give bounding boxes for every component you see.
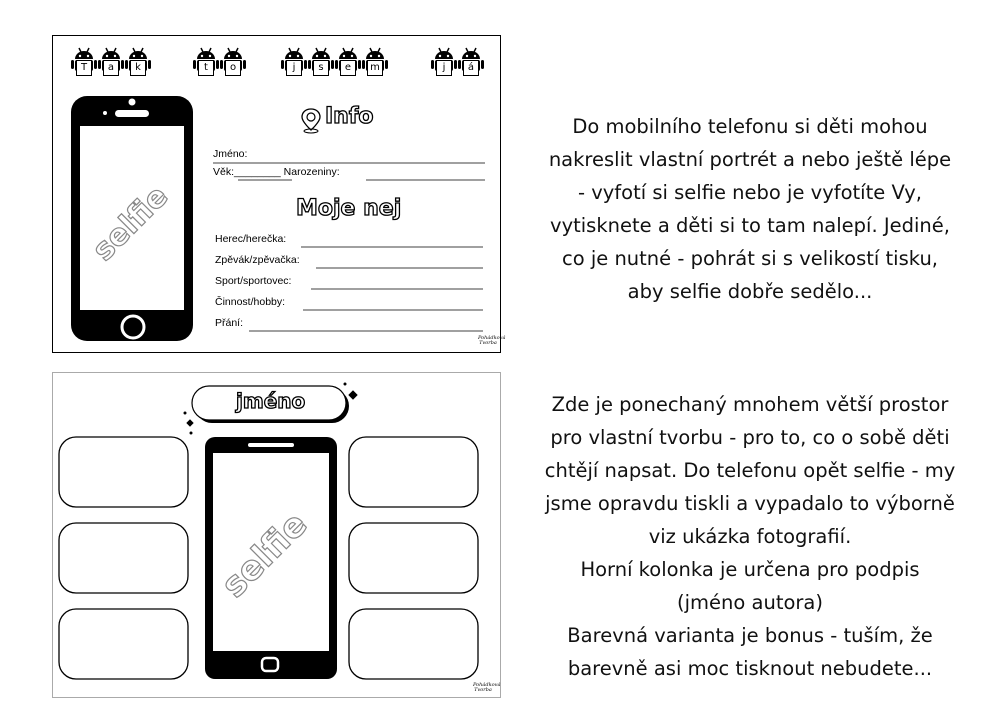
text-box-right-1: [349, 437, 478, 507]
description-line: viz ukázka fotografií.: [648, 525, 852, 548]
field-herec[interactable]: Herec/herečka:: [215, 233, 287, 245]
selfie-watermark: selfie: [85, 178, 176, 269]
description-line: Zde je ponechaný mnohem větší prostor: [551, 393, 949, 416]
text-box-right-3: [349, 609, 478, 679]
text-box-left-2: [59, 523, 188, 593]
title-letter: j: [286, 60, 302, 76]
signature-2: Pohádková Tvorba: [473, 682, 501, 693]
text-box-left-3: [59, 609, 188, 679]
phone-sensor: [103, 111, 107, 115]
text-box-left-1: [59, 437, 188, 507]
title-letter: s: [313, 60, 329, 76]
info-heading: Info: [301, 106, 401, 136]
title-letter: m: [367, 60, 383, 76]
title-letter: k: [130, 60, 146, 76]
location-pin-icon: [301, 106, 321, 134]
title-letter: o: [225, 60, 241, 76]
field-prani[interactable]: Přání:: [215, 317, 244, 329]
moje-nej-heading: Moje nej: [296, 196, 402, 221]
description-line: Horní kolonka je určena pro podpis: [580, 558, 920, 581]
description-line: - vyfotí si selfie nebo je vyfotíte Vy,: [577, 181, 922, 204]
field-vek-narozeniny[interactable]: Věk:________ Narozeniny:: [213, 166, 340, 178]
description-line: chtějí napsat. Do telefonu opět selfie - my: [544, 459, 956, 482]
phone-speaker-2: [248, 443, 294, 447]
selfie-watermark-2: selfie: [213, 504, 316, 606]
field-jmeno[interactable]: Jméno:: [213, 148, 248, 160]
title-letter: j: [436, 60, 452, 76]
description-line: jsme opravdu tiskli a vypadalo to výborně: [545, 492, 955, 515]
signature: Pohádková Tvorba: [478, 335, 506, 346]
description-line: Barevná varianta je bonus - tuším, že: [567, 624, 933, 647]
field-cinnost[interactable]: Činnost/hobby:: [215, 296, 286, 308]
description-line: co je nutné - pohrát si s velikostí tisku,: [561, 247, 939, 270]
title-letter: á: [463, 60, 479, 76]
title-letter: e: [340, 60, 356, 76]
name-label: jméno: [236, 389, 306, 413]
description-line: vytisknete a děti si to tam nalepí. Jediné,: [550, 214, 950, 237]
worksheet-boxes-card: [52, 372, 501, 698]
description-line: barevně asi moc tisknout nebudete...: [567, 657, 933, 680]
description-1: [515, 110, 985, 308]
field-zpevak[interactable]: Zpěvák/zpěvačka:: [215, 254, 300, 266]
description-line: (jméno autora): [677, 591, 823, 614]
phone-camera: [129, 99, 136, 106]
phone-speaker: [115, 110, 149, 117]
description-line: Do mobilního telefonu si děti mohou: [572, 115, 928, 138]
text-box-right-2: [349, 523, 478, 593]
title-letter: T: [76, 60, 92, 76]
description-line: aby selfie dobře sedělo...: [627, 280, 873, 303]
title-letter: a: [103, 60, 119, 76]
description-line: pro vlastní tvorbu - pro to, co o sobě děti: [550, 426, 950, 449]
description-line: nakreslit vlastní portrét a nebo ještě lépe: [548, 148, 952, 171]
field-sport[interactable]: Sport/sportovec:: [215, 275, 292, 287]
description-2: [515, 388, 985, 685]
title-letter: t: [198, 60, 214, 76]
worksheet-info-card: [52, 35, 506, 353]
